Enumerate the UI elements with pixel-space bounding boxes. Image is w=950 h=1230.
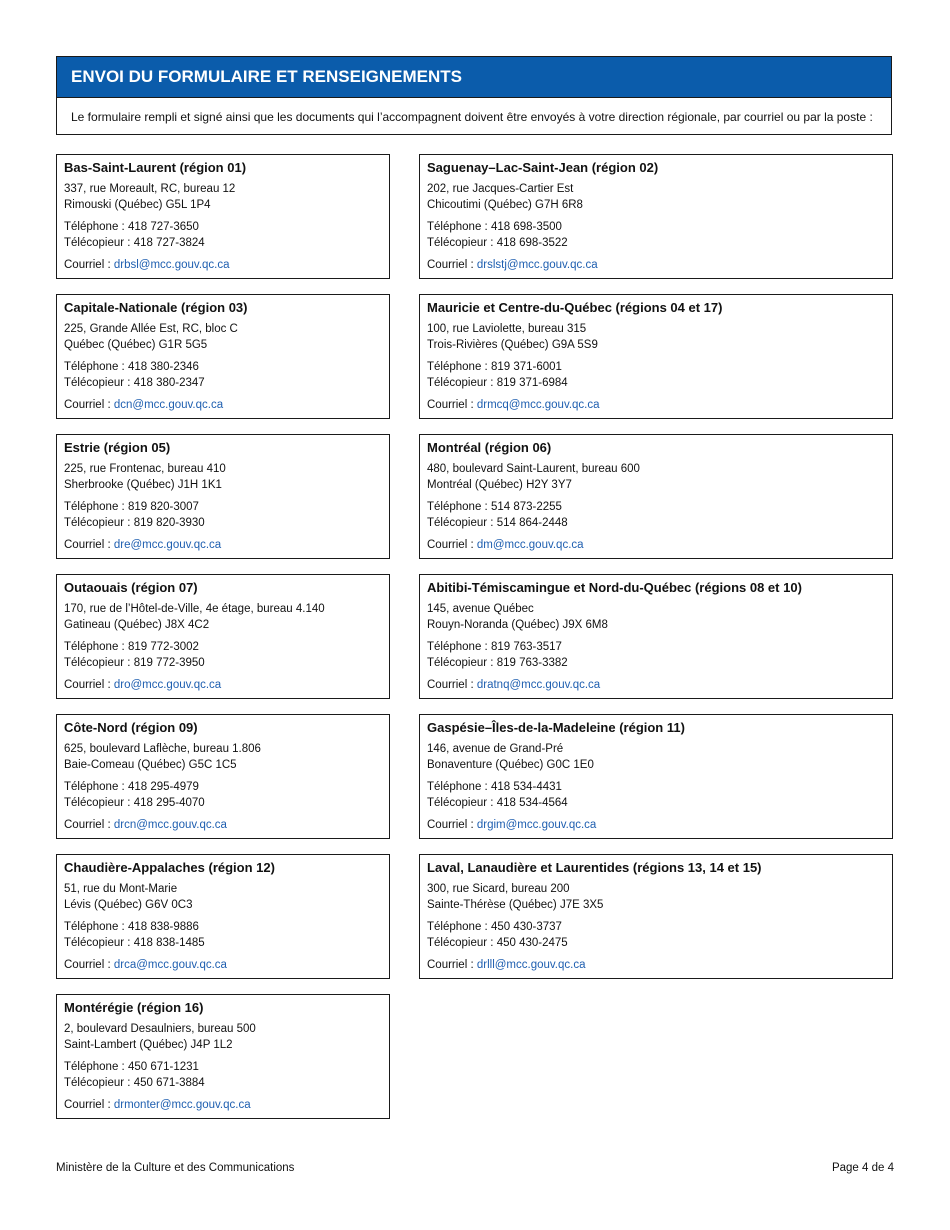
- fax-number: 514 864-2448: [496, 516, 568, 529]
- regional-office-card: [56, 434, 390, 559]
- fax-number: 418 380-2347: [133, 376, 205, 389]
- spacer: [427, 251, 885, 258]
- email-link[interactable]: dratnq@mcc.gouv.qc.ca: [476, 679, 601, 691]
- office-fax: [64, 376, 382, 392]
- office-fax: [64, 656, 382, 672]
- office-address-line-1: 300, rue Sicard, bureau 200: [427, 883, 570, 895]
- email-link[interactable]: drlll@mcc.gouv.qc.ca: [476, 959, 586, 971]
- office-phone: [427, 360, 885, 376]
- office-email: [64, 538, 382, 554]
- regional-office-card: [419, 434, 893, 559]
- footer-page-number: Page 4 de 4: [831, 1162, 894, 1174]
- fax-number: 819 820-3930: [133, 516, 205, 529]
- phone-number: 450 430-3737: [490, 921, 562, 933]
- office-fax: [64, 936, 382, 952]
- email-link[interactable]: drslstj@mcc.gouv.qc.ca: [476, 259, 598, 271]
- spacer: [427, 633, 885, 640]
- fax-number: 819 371-6984: [496, 376, 568, 389]
- phone-number: 418 838-9886: [127, 921, 199, 933]
- phone-label: Téléphone :: [64, 781, 128, 793]
- email-link[interactable]: drgim@mcc.gouv.qc.ca: [476, 819, 597, 831]
- office-title: Gaspésie–Îles-de-la-Madeleine (région 11): [427, 720, 685, 735]
- email-label: Courriel :: [64, 959, 114, 971]
- office-email: [427, 258, 885, 274]
- office-phone: [64, 360, 382, 376]
- regional-office-card: [56, 294, 390, 419]
- spacer: [64, 251, 382, 258]
- offices-right-column: [419, 154, 893, 994]
- regional-office-card: [56, 154, 390, 279]
- office-email: [64, 818, 382, 834]
- office-phone: [427, 920, 885, 936]
- office-title: Côte-Nord (région 09): [64, 720, 198, 735]
- spacer: [64, 633, 382, 640]
- fax-label: Télécopieur :: [64, 936, 134, 949]
- email-link[interactable]: dre@mcc.gouv.qc.ca: [113, 539, 222, 551]
- regional-office-card: [56, 994, 390, 1119]
- office-phone: [64, 500, 382, 516]
- fax-label: Télécopieur :: [427, 796, 497, 809]
- spacer: [64, 391, 382, 398]
- spacer: [64, 773, 382, 780]
- fax-number: 450 430-2475: [496, 936, 568, 949]
- office-phone: [427, 780, 885, 796]
- fax-label: Télécopieur :: [64, 656, 134, 669]
- fax-label: Télécopieur :: [64, 796, 134, 809]
- office-address-line-2: Baie-Comeau (Québec) G5C 1C5: [64, 758, 237, 771]
- spacer: [64, 531, 382, 538]
- phone-label: Téléphone :: [427, 921, 491, 933]
- office-fax: [427, 796, 885, 812]
- regional-office-card: [419, 854, 893, 979]
- office-fax: [64, 1076, 382, 1092]
- office-email: [427, 958, 885, 974]
- spacer: [64, 213, 382, 220]
- footer-ministry: Ministère de la Culture et des Communications: [56, 1162, 295, 1174]
- office-fax: [64, 796, 382, 812]
- office-fax: [427, 656, 885, 672]
- regional-office-card: [419, 714, 893, 839]
- spacer: [427, 951, 885, 958]
- phone-label: Téléphone :: [64, 1061, 128, 1073]
- phone-label: Téléphone :: [427, 781, 491, 793]
- phone-number: 418 380-2346: [127, 361, 199, 373]
- office-address-line-1: 225, rue Frontenac, bureau 410: [64, 463, 226, 475]
- office-email: [64, 958, 382, 974]
- office-title: Chaudière-Appalaches (région 12): [64, 860, 275, 875]
- office-address-line-2: Montréal (Québec) H2Y 3Y7: [427, 478, 572, 491]
- office-address-line-1: 480, boulevard Saint-Laurent, bureau 600: [427, 463, 640, 475]
- fax-label: Télécopieur :: [64, 236, 134, 249]
- spacer: [427, 353, 885, 360]
- office-email: [427, 538, 885, 554]
- office-address-line-1: 145, avenue Québec: [427, 603, 534, 615]
- email-label: Courriel :: [64, 399, 114, 411]
- email-label: Courriel :: [427, 259, 477, 271]
- office-address-line-1: 625, boulevard Laflèche, bureau 1.806: [64, 743, 261, 755]
- office-email: [427, 678, 885, 694]
- office-title: Outaouais (région 07): [64, 580, 198, 595]
- phone-number: 418 534-4431: [490, 781, 562, 793]
- offices-left-column: [56, 154, 390, 1134]
- office-fax: [427, 516, 885, 532]
- phone-number: 418 698-3500: [490, 221, 562, 233]
- spacer: [64, 1091, 382, 1098]
- email-link[interactable]: drbsl@mcc.gouv.qc.ca: [113, 259, 230, 271]
- office-title: Estrie (région 05): [64, 440, 171, 455]
- office-phone: [64, 220, 382, 236]
- office-address-line-2: Rimouski (Québec) G5L 1P4: [64, 198, 211, 211]
- email-label: Courriel :: [427, 679, 477, 691]
- office-address-line-2: Rouyn-Noranda (Québec) J9X 6M8: [427, 618, 608, 631]
- fax-number: 450 671-3884: [133, 1076, 205, 1089]
- office-title: Saguenay–Lac-Saint-Jean (région 02): [427, 160, 659, 175]
- spacer: [64, 811, 382, 818]
- office-address-line-1: 146, avenue de Grand-Pré: [427, 743, 564, 755]
- email-link[interactable]: drmonter@mcc.gouv.qc.ca: [113, 1099, 251, 1111]
- fax-number: 418 295-4070: [133, 796, 205, 809]
- office-address-line-2: Bonaventure (Québec) G0C 1E0: [427, 758, 594, 771]
- office-address-line-1: 2, boulevard Desaulniers, bureau 500: [64, 1023, 256, 1035]
- office-email: [427, 398, 885, 414]
- email-label: Courriel :: [64, 679, 114, 691]
- office-phone: [64, 780, 382, 796]
- office-email: [64, 1098, 382, 1114]
- spacer: [427, 811, 885, 818]
- office-title: Capitale-Nationale (région 03): [64, 300, 248, 315]
- phone-label: Téléphone :: [64, 361, 128, 373]
- spacer: [64, 353, 382, 360]
- email-link[interactable]: drmcq@mcc.gouv.qc.ca: [476, 399, 600, 411]
- email-label: Courriel :: [427, 399, 477, 411]
- regional-office-card: [56, 574, 390, 699]
- office-email: [64, 398, 382, 414]
- office-fax: [64, 236, 382, 252]
- office-address-line-2: Sherbrooke (Québec) J1H 1K1: [64, 478, 222, 491]
- office-address-line-2: Sainte-Thérèse (Québec) J7E 3X5: [427, 898, 604, 911]
- email-link[interactable]: dm@mcc.gouv.qc.ca: [476, 539, 584, 551]
- spacer: [427, 773, 885, 780]
- email-label: Courriel :: [64, 539, 114, 551]
- phone-label: Téléphone :: [64, 921, 128, 933]
- office-title: Laval, Lanaudière et Laurentides (régions 13, 14 et 15): [427, 860, 762, 875]
- spacer: [427, 493, 885, 500]
- office-phone: [64, 640, 382, 656]
- spacer: [427, 391, 885, 398]
- spacer: [64, 671, 382, 678]
- office-phone: [427, 640, 885, 656]
- office-phone: [427, 220, 885, 236]
- email-label: Courriel :: [427, 959, 477, 971]
- phone-label: Téléphone :: [427, 501, 491, 513]
- regional-office-card: [56, 714, 390, 839]
- phone-label: Téléphone :: [427, 641, 491, 653]
- fax-number: 819 763-3382: [496, 656, 568, 669]
- office-address-line-2: Québec (Québec) G1R 5G5: [64, 338, 208, 351]
- phone-label: Téléphone :: [64, 221, 128, 233]
- fax-number: 418 534-4564: [496, 796, 568, 809]
- email-link[interactable]: dro@mcc.gouv.qc.ca: [113, 679, 222, 691]
- fax-number: 418 838-1485: [133, 936, 205, 949]
- form-submission-section: [56, 56, 892, 135]
- office-address-line-2: Trois-Rivières (Québec) G9A 5S9: [427, 338, 598, 351]
- office-fax: [427, 376, 885, 392]
- email-link[interactable]: dcn@mcc.gouv.qc.ca: [113, 399, 224, 411]
- office-address-line-1: 337, rue Moreault, RC, bureau 12: [64, 183, 236, 195]
- office-title: Abitibi-Témiscamingue et Nord-du-Québec (régions 08 et 10): [427, 580, 802, 595]
- email-label: Courriel :: [427, 539, 477, 551]
- fax-label: Télécopieur :: [427, 516, 497, 529]
- spacer: [427, 531, 885, 538]
- phone-number: 819 820-3007: [127, 501, 199, 513]
- email-link[interactable]: drcn@mcc.gouv.qc.ca: [113, 819, 227, 831]
- office-address-line-1: 51, rue du Mont-Marie: [64, 883, 178, 895]
- office-phone: [64, 1060, 382, 1076]
- email-link[interactable]: drca@mcc.gouv.qc.ca: [113, 959, 227, 971]
- phone-label: Téléphone :: [427, 221, 491, 233]
- spacer: [64, 951, 382, 958]
- email-label: Courriel :: [64, 259, 114, 271]
- phone-number: 418 295-4979: [127, 781, 199, 793]
- spacer: [64, 493, 382, 500]
- fax-label: Télécopieur :: [64, 516, 134, 529]
- office-title: Montérégie (région 16): [64, 1000, 204, 1015]
- phone-number: 450 671-1231: [127, 1061, 199, 1073]
- spacer: [427, 913, 885, 920]
- office-address-line-2: Gatineau (Québec) J8X 4C2: [64, 618, 210, 631]
- phone-label: Téléphone :: [64, 501, 128, 513]
- fax-label: Télécopieur :: [427, 236, 497, 249]
- office-address-line-1: 170, rue de l’Hôtel-de-Ville, 4e étage, bureau 4.140: [64, 603, 325, 615]
- office-fax: [427, 936, 885, 952]
- office-address-line-2: Saint-Lambert (Québec) J4P 1L2: [64, 1038, 233, 1051]
- section-intro: Le formulaire rempli et signé ainsi que les documents qui l’accompagnent doivent être envoyés à votre direction régionale, par courriel ou par la poste :: [71, 110, 873, 124]
- office-address-line-1: 100, rue Laviolette, bureau 315: [427, 323, 587, 335]
- phone-label: Téléphone :: [64, 641, 128, 653]
- office-title: Bas-Saint-Laurent (région 01): [64, 160, 247, 175]
- phone-label: Téléphone :: [427, 361, 491, 373]
- office-address-line-2: Chicoutimi (Québec) G7H 6R8: [427, 198, 583, 211]
- email-label: Courriel :: [427, 819, 477, 831]
- office-title: Montréal (région 06): [427, 440, 552, 455]
- spacer: [427, 671, 885, 678]
- fax-label: Télécopieur :: [427, 376, 497, 389]
- office-address-line-2: Lévis (Québec) G6V 0C3: [64, 898, 193, 911]
- email-label: Courriel :: [64, 819, 114, 831]
- fax-label: Télécopieur :: [427, 656, 497, 669]
- fax-label: Télécopieur :: [64, 376, 134, 389]
- regional-office-card: [419, 154, 893, 279]
- office-email: [64, 258, 382, 274]
- spacer: [64, 913, 382, 920]
- phone-number: 819 371-6001: [490, 361, 562, 373]
- office-address-line-1: 202, rue Jacques-Cartier Est: [427, 183, 574, 195]
- spacer: [64, 1053, 382, 1060]
- office-email: [64, 678, 382, 694]
- phone-number: 819 772-3002: [127, 641, 199, 653]
- regional-office-card: [419, 294, 893, 419]
- fax-number: 819 772-3950: [133, 656, 205, 669]
- office-fax: [427, 236, 885, 252]
- section-title: ENVOI DU FORMULAIRE ET RENSEIGNEMENTS: [57, 57, 891, 98]
- phone-number: 819 763-3517: [490, 641, 562, 653]
- office-phone: [427, 500, 885, 516]
- office-address-line-1: 225, Grande Allée Est, RC, bloc C: [64, 323, 238, 335]
- fax-number: 418 698-3522: [496, 236, 568, 249]
- phone-number: 514 873-2255: [490, 501, 562, 513]
- phone-number: 418 727-3650: [127, 221, 199, 233]
- regional-office-card: [56, 854, 390, 979]
- spacer: [427, 213, 885, 220]
- office-fax: [64, 516, 382, 532]
- office-email: [427, 818, 885, 834]
- regional-office-card: [419, 574, 893, 699]
- office-phone: [64, 920, 382, 936]
- email-label: Courriel :: [64, 1099, 114, 1111]
- fax-number: 418 727-3824: [133, 236, 205, 249]
- fax-label: Télécopieur :: [427, 936, 497, 949]
- fax-label: Télécopieur :: [64, 1076, 134, 1089]
- office-title: Mauricie et Centre-du-Québec (régions 04 et 17): [427, 300, 723, 315]
